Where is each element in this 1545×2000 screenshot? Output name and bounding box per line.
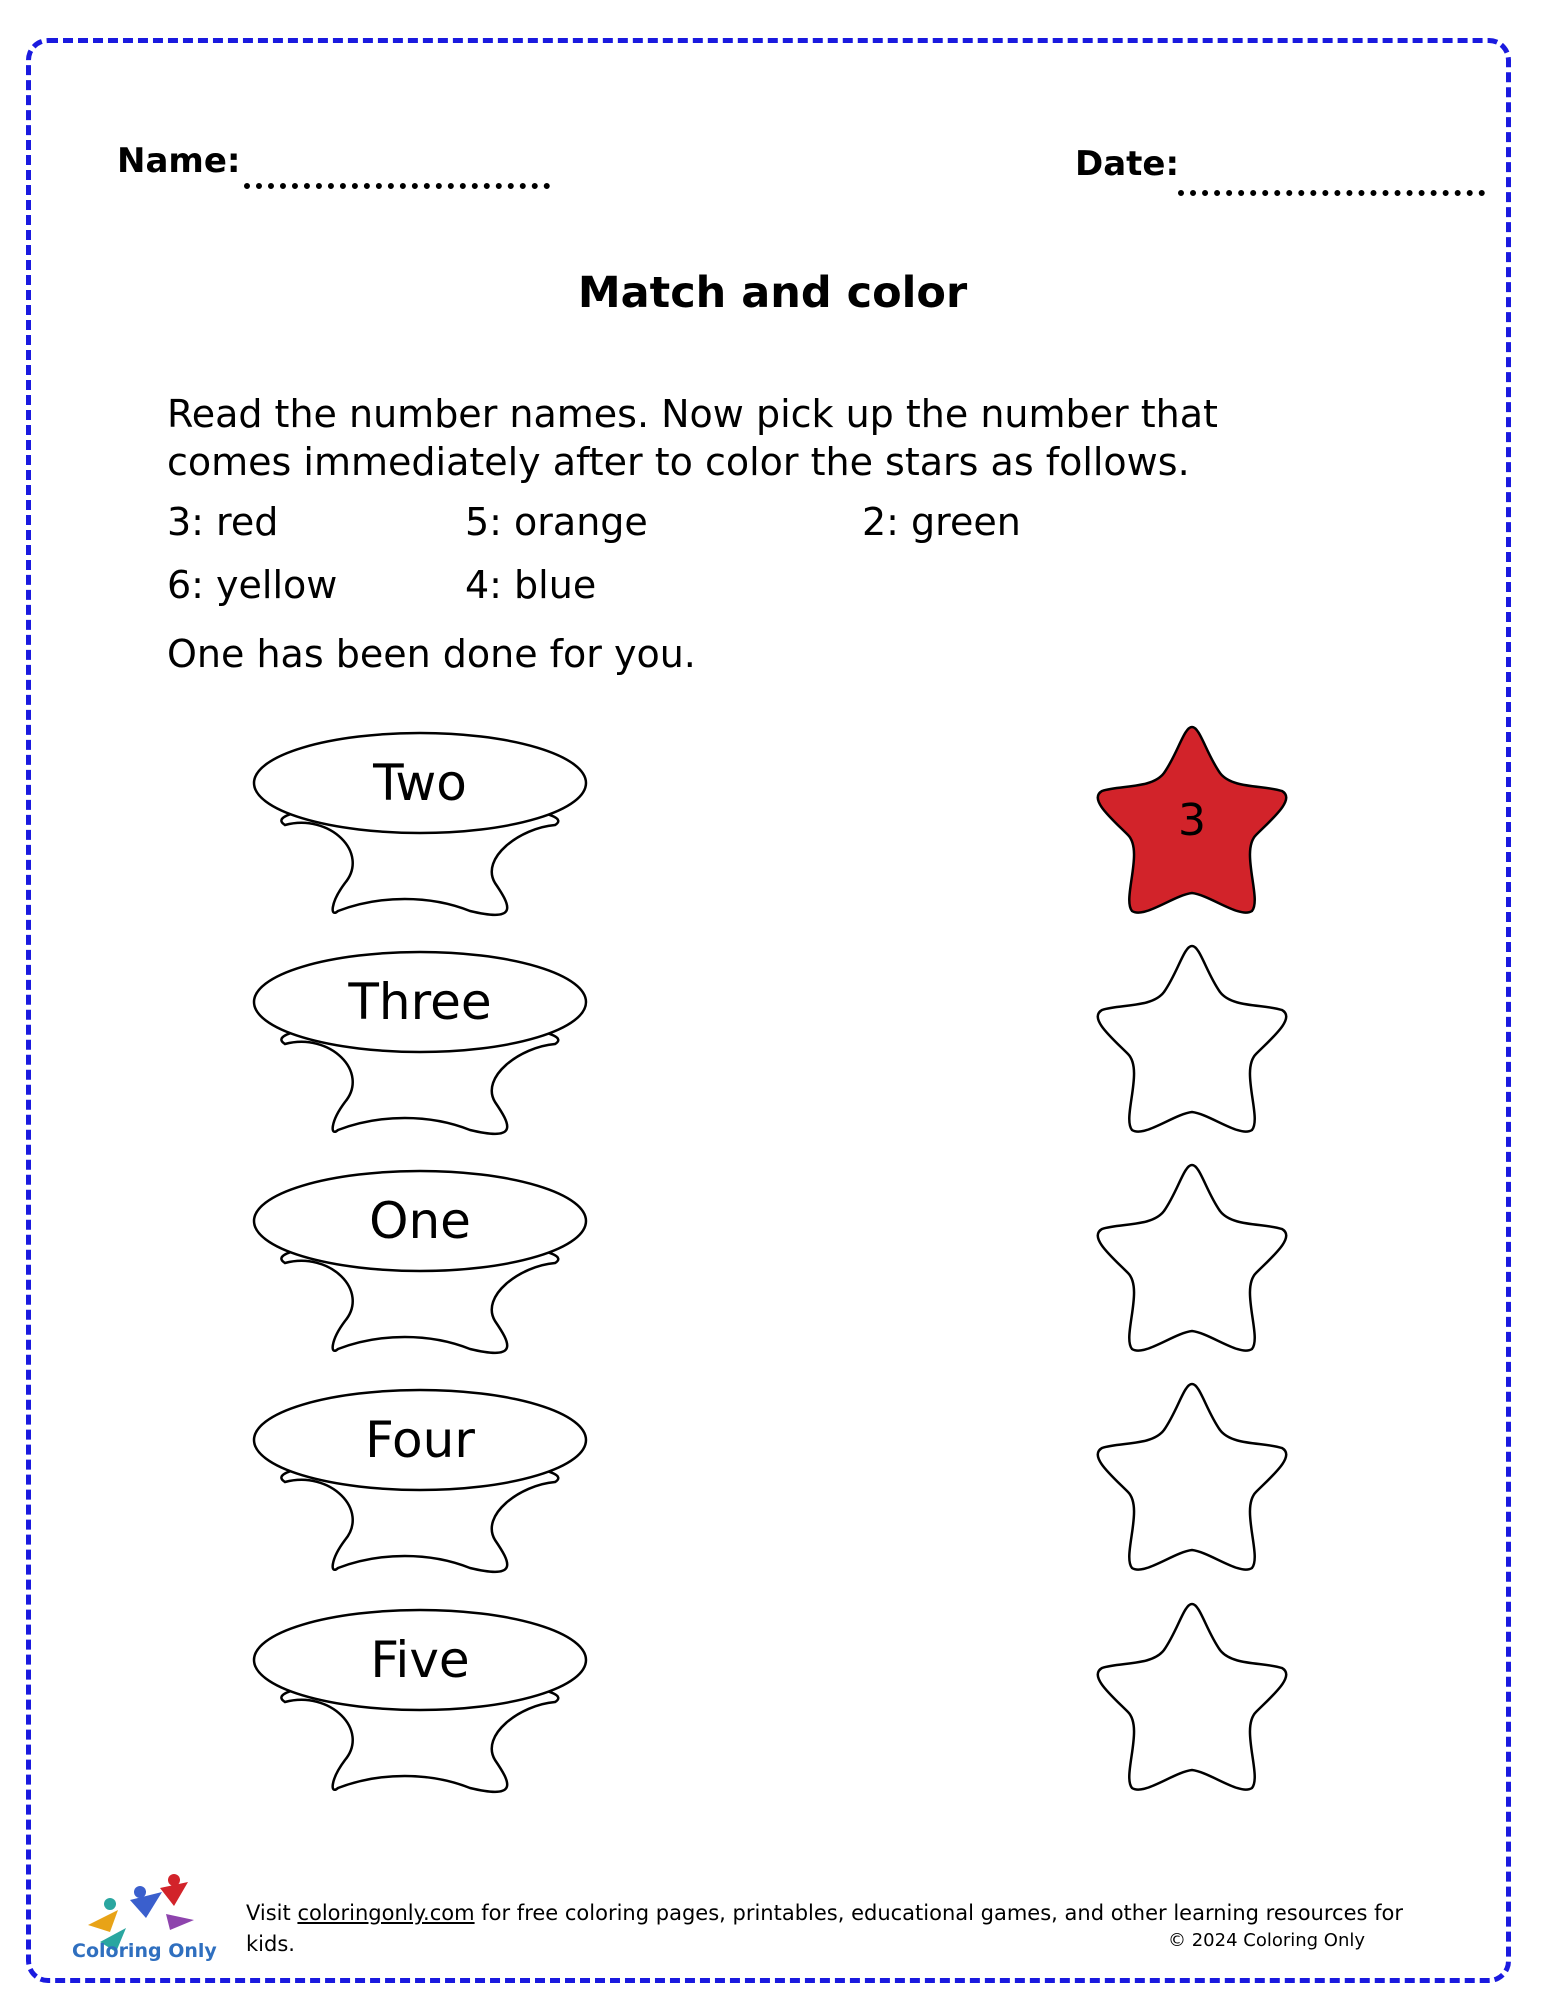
legend-red: 3: red [167, 500, 279, 544]
footer-link[interactable]: coloringonly.com [297, 1901, 475, 1925]
colorable-star[interactable] [1098, 727, 1286, 913]
number-word: Four [365, 1411, 475, 1469]
star-icon[interactable] [1098, 1165, 1286, 1351]
word-plaque [254, 1610, 586, 1792]
legend-green: 2: green [862, 500, 1021, 544]
star-number: 3 [1178, 795, 1206, 846]
word-plaque [254, 1171, 586, 1353]
legend-yellow: 6: yellow [167, 563, 338, 607]
star-icon[interactable] [1098, 946, 1286, 1132]
legend-blue: 4: blue [465, 563, 597, 607]
colorable-star[interactable] [1098, 1604, 1286, 1790]
number-word: Three [348, 973, 492, 1031]
page-title: Match and color [577, 268, 968, 318]
footer-visit: Visit [246, 1901, 298, 1925]
logo-text: Coloring Only [72, 1940, 217, 1962]
word-plaque [254, 1390, 586, 1572]
number-word: Two [373, 754, 467, 812]
star-icon[interactable] [1098, 1384, 1286, 1570]
done-note: One has been done for you. [167, 632, 696, 676]
colorable-star[interactable] [1098, 1384, 1286, 1570]
date-label: Date: [1075, 144, 1180, 184]
copyright: © 2024 Coloring Only [1168, 1930, 1366, 1951]
word-plaque [254, 733, 586, 915]
colorable-star[interactable] [1098, 1165, 1286, 1351]
star-icon[interactable] [1098, 1604, 1286, 1790]
instruction-line-1: Read the number names. Now pick up the number that [167, 392, 1218, 436]
number-word: One [369, 1192, 471, 1250]
name-label: Name: [117, 141, 241, 181]
footer-rest: for free coloring pages, printables, educational games, and other learning resources for kids. [246, 1901, 1403, 1956]
colorable-star[interactable] [1098, 946, 1286, 1132]
instruction-line-2: comes immediately after to color the stars as follows. [167, 440, 1190, 484]
legend-orange: 5: orange [465, 500, 648, 544]
number-word: Five [370, 1631, 470, 1689]
word-plaque [254, 952, 586, 1134]
